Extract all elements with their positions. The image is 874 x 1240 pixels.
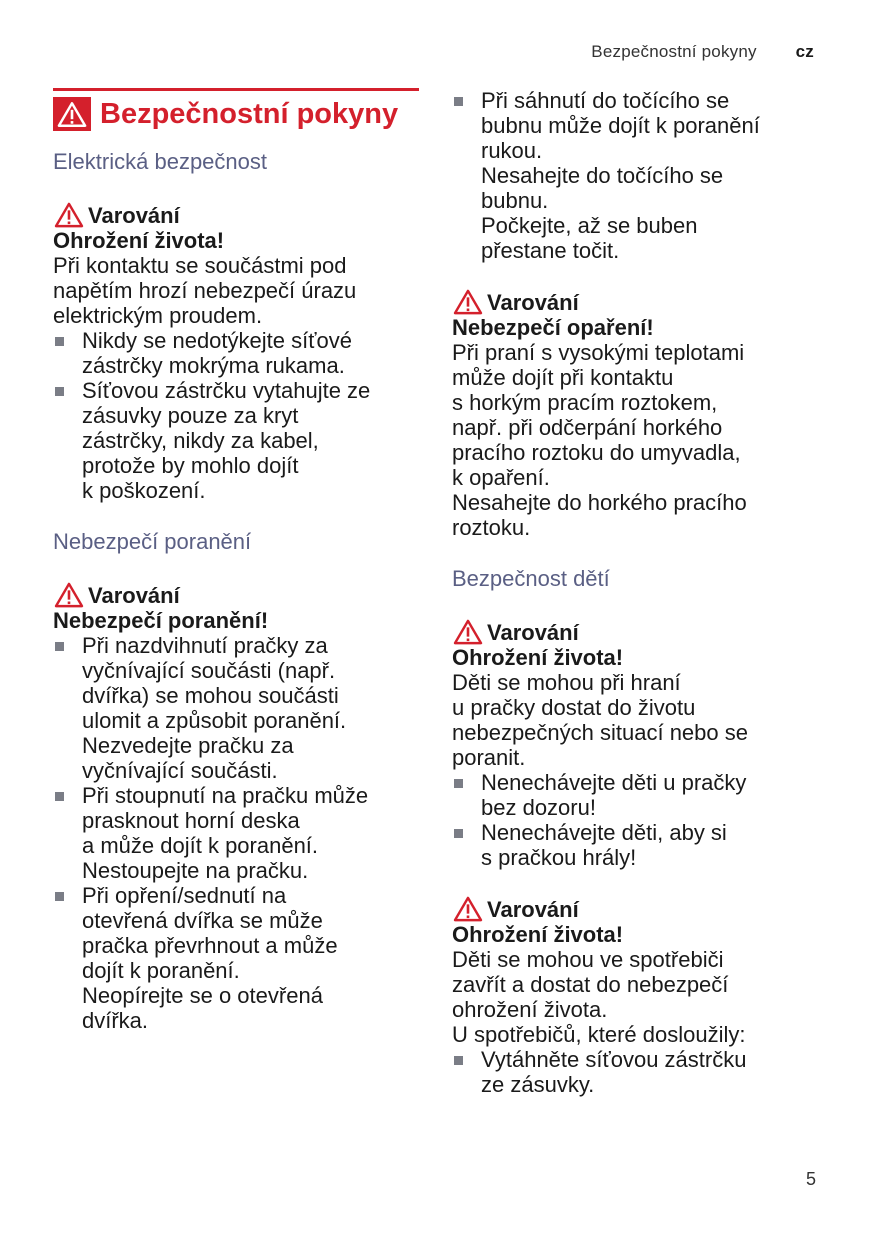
warning-triangle-icon xyxy=(53,202,85,228)
page-title-text: Bezpečnostní pokyny xyxy=(100,98,399,130)
list-item: Při nazdvihnutí pračky za vyčnívající součásti (např. dvířka) se mohou součásti ulomit a způsobit poranění. Nezvedejte pračku za vyčnívající součásti. xyxy=(53,633,419,783)
language-code: cz xyxy=(795,42,814,61)
warning-label: Varování xyxy=(487,619,579,645)
running-header xyxy=(591,42,814,62)
list-item: Nenechávejte děti, aby si s pračkou hrály! xyxy=(452,820,822,870)
right-column xyxy=(452,88,822,1097)
paragraph: Děti se mohou při hraní u pračky dostat do životu nebezpečných situací nebo se poranit. xyxy=(452,670,748,770)
warning-label: Varování xyxy=(487,289,579,315)
list-item: Při opření/sednutí na otevřená dvířka se může pračka převrhnout a může dojít k poranění. Neopírejte se o otevřená dvířka. xyxy=(53,883,419,1033)
list-item: Nenechávejte děti u pračky bez dozoru! xyxy=(452,770,822,820)
warning-label: Varování xyxy=(88,582,180,608)
paragraph: Děti se mohou ve spotřebiči zavřít a dostat do nebezpečí ohrožení života. U spotřebičů, které dosloužily: xyxy=(452,947,746,1047)
list-item: Při sáhnutí do točícího se bubnu může dojít k poranění rukou. Nesahejte do točícího se bubnu. Počkejte, až se buben přestane točit. xyxy=(452,88,822,263)
bullet-list xyxy=(53,633,419,1033)
paragraph: Při kontaktu se součástmi pod napětím hrozí nebezpečí úrazu elektrickým proudem. xyxy=(53,253,357,328)
warning-subtitle: Ohrožení života! xyxy=(53,228,225,253)
section-heading-injury: Nebezpečí poranění xyxy=(53,529,252,554)
bullet-list xyxy=(452,1047,822,1097)
warning-triangle-icon xyxy=(452,289,484,315)
running-header-title: Bezpečnostní pokyny xyxy=(591,42,757,61)
warning-triangle-icon xyxy=(452,896,484,922)
bullet-list xyxy=(452,770,822,870)
warning-label: Varování xyxy=(487,896,579,922)
list-item: Síťovou zástrčku vytahujte ze zásuvky pouze za kryt zástrčky, nikdy za kabel, protože by mohlo dojít k poškození. xyxy=(53,378,419,503)
page-number: 5 xyxy=(805,1169,816,1189)
warning-subtitle: Ohrožení života! xyxy=(452,922,624,947)
list-item: Při stoupnutí na pračku může prasknout horní deska a může dojít k poranění. Nestoupejte na pračku. xyxy=(53,783,419,883)
warning-subtitle: Ohrožení života! xyxy=(452,645,624,670)
list-item: Nikdy se nedotýkejte síťové zástrčky mokrýma rukama. xyxy=(53,328,419,378)
warning-subtitle: Nebezpečí opaření! xyxy=(452,315,654,340)
bullet-list xyxy=(452,88,822,263)
warning-subtitle: Nebezpečí poranění! xyxy=(53,608,269,633)
warning-triangle-icon xyxy=(53,582,85,608)
list-item: Vytáhněte síťovou zástrčku ze zásuvky. xyxy=(452,1047,822,1097)
warning-heading xyxy=(452,619,822,645)
left-column xyxy=(53,88,419,1033)
warning-label: Varování xyxy=(88,202,180,228)
warning-triangle-icon xyxy=(452,619,484,645)
warning-icon xyxy=(53,97,91,131)
warning-heading xyxy=(452,896,822,922)
warning-heading xyxy=(452,289,822,315)
page-title xyxy=(53,88,419,131)
section-heading-children: Bezpečnost dětí xyxy=(452,566,610,591)
bullet-list xyxy=(53,328,419,503)
paragraph: Při praní s vysokými teplotami může dojít při kontaktu s horkým pracím roztokem, např. při odčerpání horkého pracího roztoku do umyvadla, k opaření. Nesahejte do horkého pracího roztoku. xyxy=(452,340,747,540)
warning-heading xyxy=(53,202,419,228)
warning-heading xyxy=(53,582,419,608)
section-heading-electrical: Elektrická bezpečnost xyxy=(53,149,267,174)
